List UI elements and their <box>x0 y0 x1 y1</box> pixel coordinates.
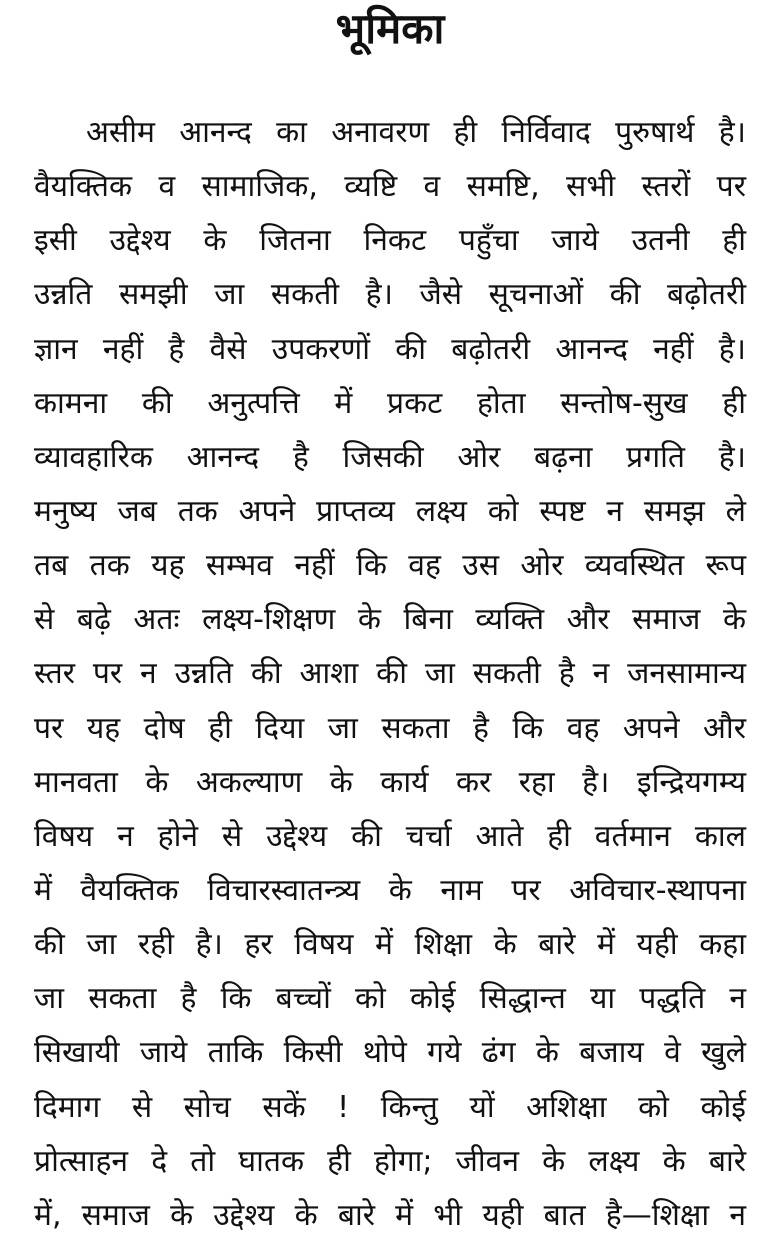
text-line: व्यावहारिक आनन्द है जिसकी ओर बढ़ना प्रगति है। <box>34 439 746 475</box>
text-line: कामना की अनुत्पत्ति में प्रकट होता सन्तोष-सुख ही <box>34 385 746 421</box>
text-line: स्तर पर न उन्नति की आशा की जा सकती है न जनसामान्य <box>34 656 746 692</box>
text-line: विषय न होने से उद्देश्य की चर्चा आते ही वर्तमान काल <box>34 818 746 854</box>
text-line: पर यह दोष ही दिया जा सकता है कि वह अपने और <box>34 710 746 746</box>
text-line: जा सकता है कि बच्चों को कोई सिद्धान्त या पद्धति न <box>34 981 746 1017</box>
text-line: सिखायी जाये ताकि किसी थोपे गये ढंग के बजाय वे खुले <box>34 1035 746 1071</box>
text-line: में, समाज के उद्देश्य के बारे में भी यही बात है—शिक्षा न <box>34 1197 746 1233</box>
text-line: उन्नति समझी जा सकती है। जैसे सूचनाओं की बढ़ोतरी <box>34 277 746 313</box>
text-line: दिमाग से सोच सकें ! किन्तु यों अशिक्षा को कोई <box>34 1089 746 1125</box>
text-line: से बढ़े अतः लक्ष्य-शिक्षण के बिना व्यक्ति और समाज के <box>34 602 746 638</box>
text-line: की जा रही है। हर विषय में शिक्षा के बारे में यही कहा <box>34 927 746 963</box>
text-line: में वैयक्तिक विचारस्वातन्त्र्य के नाम पर अविचार-स्थापना <box>34 872 746 908</box>
text-line: इसी उद्देश्य के जितना निकट पहुँचा जाये उतनी ही <box>34 223 746 259</box>
text-line: तब तक यह सम्भव नहीं कि वह उस ओर व्यवस्थित रूप <box>34 548 746 584</box>
text-line: असीम आनन्द का अनावरण ही निर्विवाद पुरुषार्थ है। <box>86 115 746 150</box>
text-line: ज्ञान नहीं है वैसे उपकरणों की बढ़ोतरी आनन्द नहीं है। <box>34 331 746 367</box>
text-line: मनुष्य जब तक अपने प्राप्तव्य लक्ष्य को स्पष्ट न समझ ले <box>34 493 746 529</box>
body-paragraph <box>34 112 746 1249</box>
text-line: प्रोत्साहन दे तो घातक ही होगा; जीवन के लक्ष्य के बारे <box>34 1143 746 1179</box>
text-line: मानवता के अकल्याण के कार्य कर रहा है। इन्द्रियगम्य <box>34 764 746 800</box>
page-title: भूमिका <box>335 4 445 53</box>
text-line: वैयक्तिक व सामाजिक, व्यष्टि व समष्टि, सभी स्तरों पर <box>34 169 746 205</box>
